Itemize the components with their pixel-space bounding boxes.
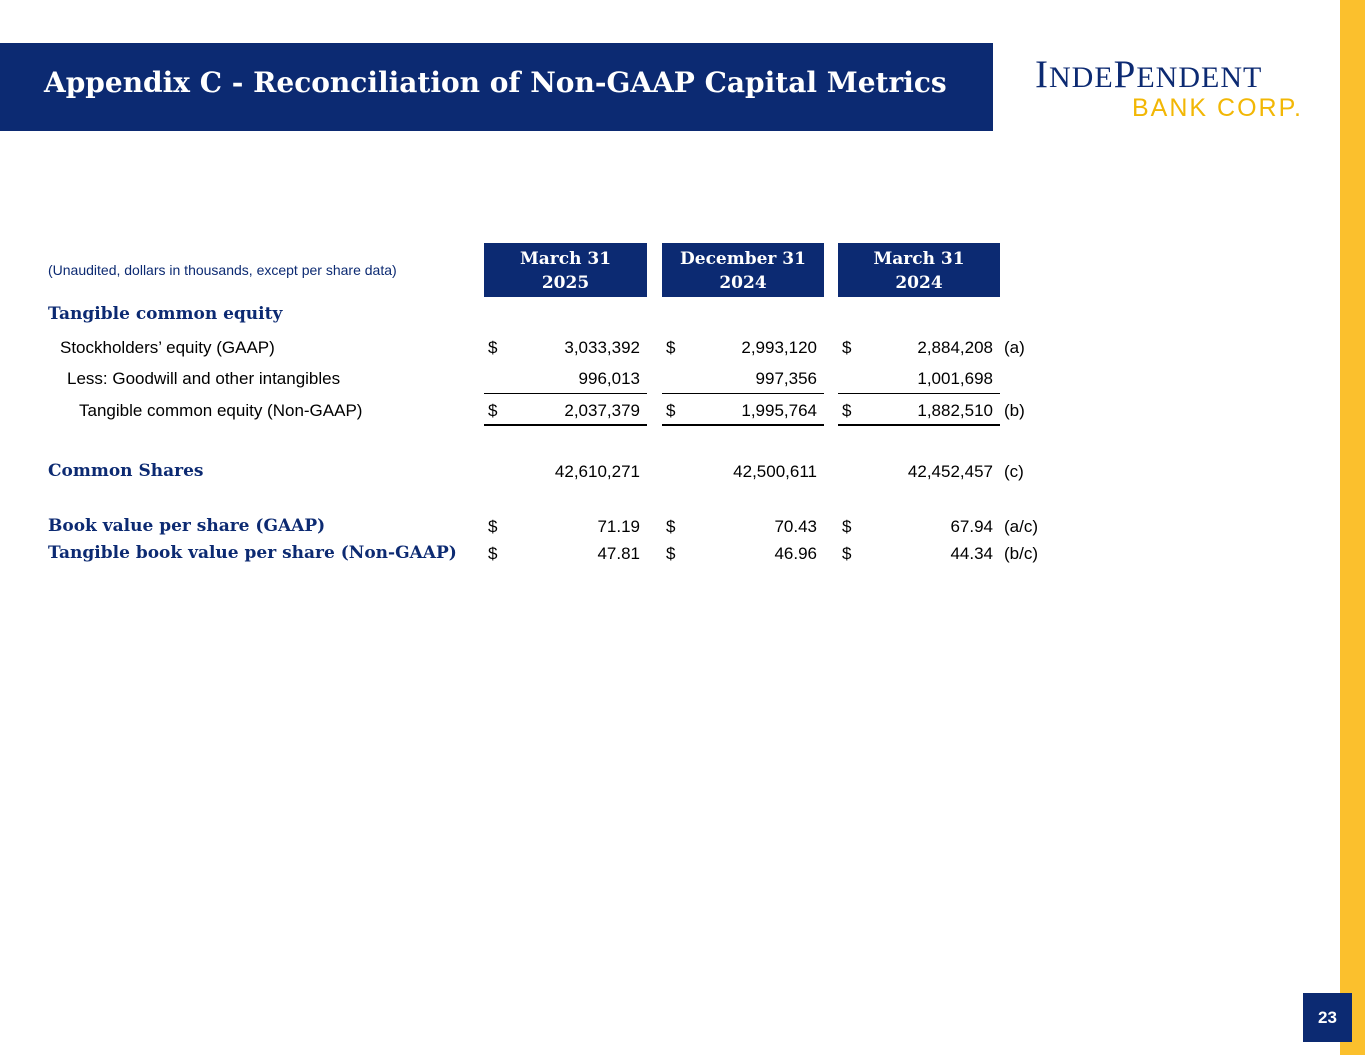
row-reference: (a) bbox=[1004, 338, 1025, 357]
currency-symbol: $ bbox=[488, 544, 498, 563]
subtotal-rule bbox=[484, 393, 647, 394]
row-label-tangible-book-value-per-share: Tangible book value per share (Non-GAAP) bbox=[48, 543, 457, 563]
cell-value: 996,013 bbox=[578, 369, 640, 388]
subtotal-rule bbox=[662, 393, 824, 394]
cell-value: 47.81 bbox=[597, 544, 640, 563]
row-label-common-shares: Common Shares bbox=[48, 461, 204, 481]
currency-symbol: $ bbox=[842, 338, 852, 357]
currency-symbol: $ bbox=[842, 401, 852, 420]
row-reference: (a/c) bbox=[1004, 517, 1038, 536]
row-label-stockholders-equity: Stockholders’ equity (GAAP) bbox=[60, 338, 275, 357]
currency-symbol: $ bbox=[842, 544, 852, 563]
column-header-dec-2024: December 31 2024 bbox=[662, 243, 824, 297]
subtotal-rule bbox=[838, 393, 1000, 394]
cell-value: 2,884,208 bbox=[917, 338, 993, 357]
row-label-goodwill: Less: Goodwill and other intangibles bbox=[67, 369, 341, 388]
currency-symbol: $ bbox=[666, 338, 676, 357]
cell-value: 1,995,764 bbox=[741, 401, 817, 420]
page-number: 23 bbox=[1303, 993, 1352, 1042]
row-label-book-value-per-share: Book value per share (GAAP) bbox=[48, 516, 326, 536]
currency-symbol: $ bbox=[488, 517, 498, 536]
cell-value: 2,993,120 bbox=[741, 338, 817, 357]
cell-value: 997,356 bbox=[755, 369, 817, 388]
accent-stripe bbox=[1340, 0, 1365, 1055]
page-title: Appendix C - Reconciliation of Non-GAAP Capital Metrics bbox=[44, 66, 947, 99]
cell-value: 42,500,611 bbox=[733, 462, 817, 481]
cell-value: 67.94 bbox=[950, 517, 993, 536]
cell-value: 70.43 bbox=[774, 517, 817, 536]
total-rule bbox=[838, 424, 1000, 426]
currency-symbol: $ bbox=[842, 517, 852, 536]
cell-value: 1,882,510 bbox=[917, 401, 993, 420]
currency-symbol: $ bbox=[666, 401, 676, 420]
total-rule bbox=[484, 424, 647, 426]
row-label-tangible-common-equity: Tangible common equity (Non-GAAP) bbox=[79, 401, 363, 420]
section-heading-tangible-common-equity: Tangible common equity bbox=[48, 304, 283, 324]
cell-value: 46.96 bbox=[774, 544, 817, 563]
column-header-mar-2024: March 31 2024 bbox=[838, 243, 1000, 297]
company-logo-subtitle: BANK CORP. bbox=[1132, 94, 1303, 122]
cell-value: 44.34 bbox=[950, 544, 993, 563]
cell-value: 3,033,392 bbox=[564, 338, 640, 357]
row-reference: (b) bbox=[1004, 401, 1025, 420]
cell-value: 2,037,379 bbox=[564, 401, 640, 420]
total-rule bbox=[662, 424, 824, 426]
row-reference: (b/c) bbox=[1004, 544, 1038, 563]
cell-value: 1,001,698 bbox=[917, 369, 993, 388]
cell-value: 71.19 bbox=[597, 517, 640, 536]
currency-symbol: $ bbox=[666, 544, 676, 563]
currency-symbol: $ bbox=[488, 338, 498, 357]
column-header-mar-2025: March 31 2025 bbox=[484, 243, 647, 297]
currency-symbol: $ bbox=[666, 517, 676, 536]
table-subtitle: (Unaudited, dollars in thousands, except per share data) bbox=[48, 262, 397, 278]
cell-value: 42,610,271 bbox=[554, 462, 640, 481]
company-logo: INDEPENDENT bbox=[1035, 53, 1263, 96]
currency-symbol: $ bbox=[488, 401, 498, 420]
cell-value: 42,452,457 bbox=[907, 462, 993, 481]
row-reference: (c) bbox=[1004, 462, 1024, 481]
